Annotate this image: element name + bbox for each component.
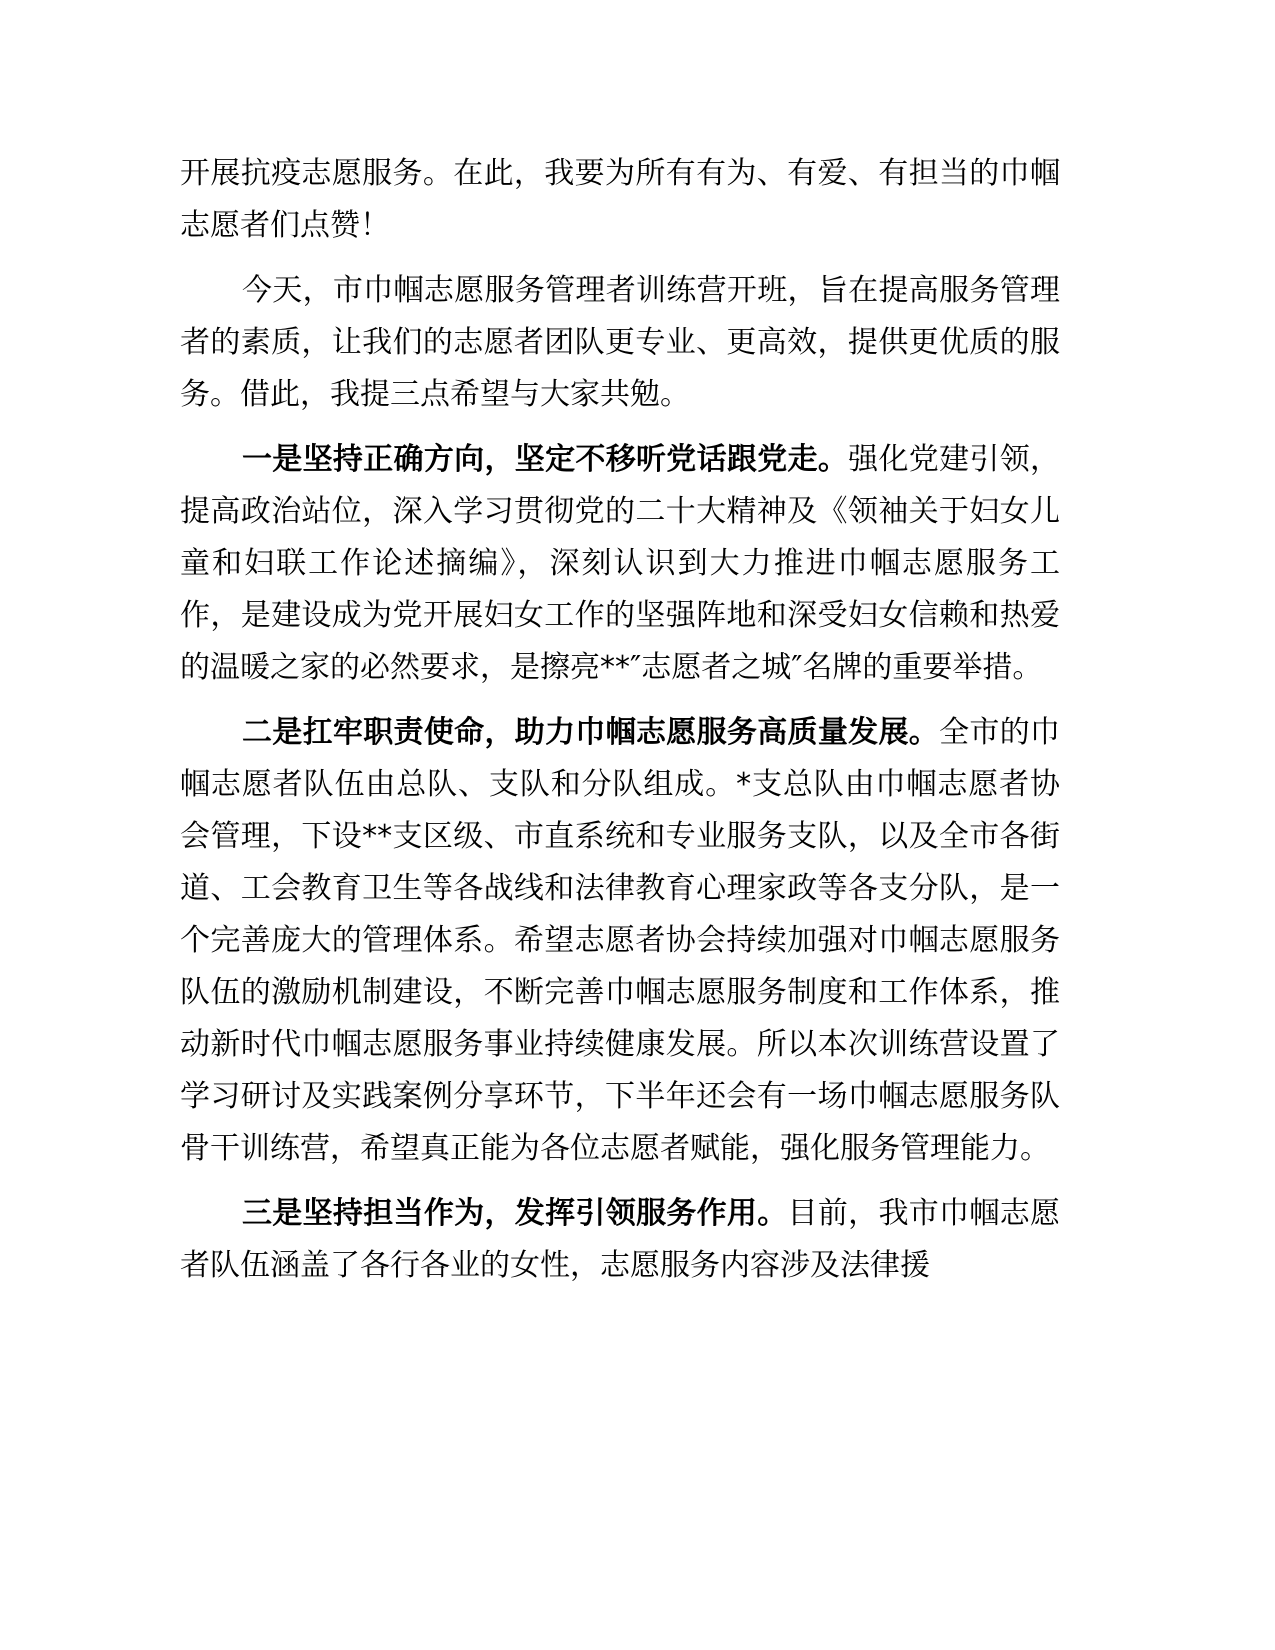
paragraph-text: 目前，我市巾帼志愿者队伍涵盖了各行各业的女性，志愿服务内容涉及法律援 — [180, 1196, 1061, 1283]
paragraph-text: 今天，市巾帼志愿服务管理者训练营开班，旨在提高服务管理者的素质，让我们的志愿者团队更专业、更高效，提供更优质的服务。借此，我提三点希望与大家共勉。 — [180, 273, 1060, 412]
paragraph-text: 开展抗疫志愿服务。在此，我要为所有有为、有爱、有担当的巾帼志愿者们点赞！ — [180, 156, 1060, 243]
paragraph-lead: 三是坚持担当作为，发挥引领服务作用。 — [242, 1196, 788, 1231]
paragraph-intro — [180, 265, 1060, 421]
paragraph-text: 强化党建引领，提高政治站位，深入学习贯彻党的二十大精神及《领袖关于妇女儿童和妇联工作论述摘编》，深刻认识到大力推进巾帼志愿服务工作，是建设成为党开展妇女工作的坚强阵地和深受妇女信赖和热爱的温暖之家的必然要求，是擦亮**″志愿者之城″名牌的重要举措。 — [180, 442, 1061, 685]
paragraph-point-one — [180, 434, 1060, 694]
paragraph-lead: 二是扛牢职责使命，助力巾帼志愿服务高质量发展。 — [242, 715, 940, 750]
document-body — [180, 148, 1060, 1305]
paragraph-point-two — [180, 707, 1060, 1175]
paragraph-continuation — [180, 148, 1060, 252]
paragraph-point-three — [180, 1188, 1060, 1292]
paragraph-lead: 一是坚持正确方向，坚定不移听党话跟党走。 — [242, 442, 849, 477]
paragraph-text: 全市的巾帼志愿者队伍由总队、支队和分队组成。*支总队由巾帼志愿者协会管理，下设**支区级、市直系统和专业服务支队，以及全市各街道、工会教育卫生等各战线和法律教育心理家政等各支分队，是一个完善庞大的管理体系。希望志愿者协会持续加强对巾帼志愿服务队伍的激励机制建设，不断完善巾帼志愿服务制度和工作体系，推动新时代巾帼志愿服务事业持续健康发展。所以本次训练营设置了学习研讨及实践案例分享环节，下半年还会有一场巾帼志愿服务队骨干训练营，希望真正能为各位志愿者赋能，强化服务管理能力。 — [180, 715, 1061, 1166]
